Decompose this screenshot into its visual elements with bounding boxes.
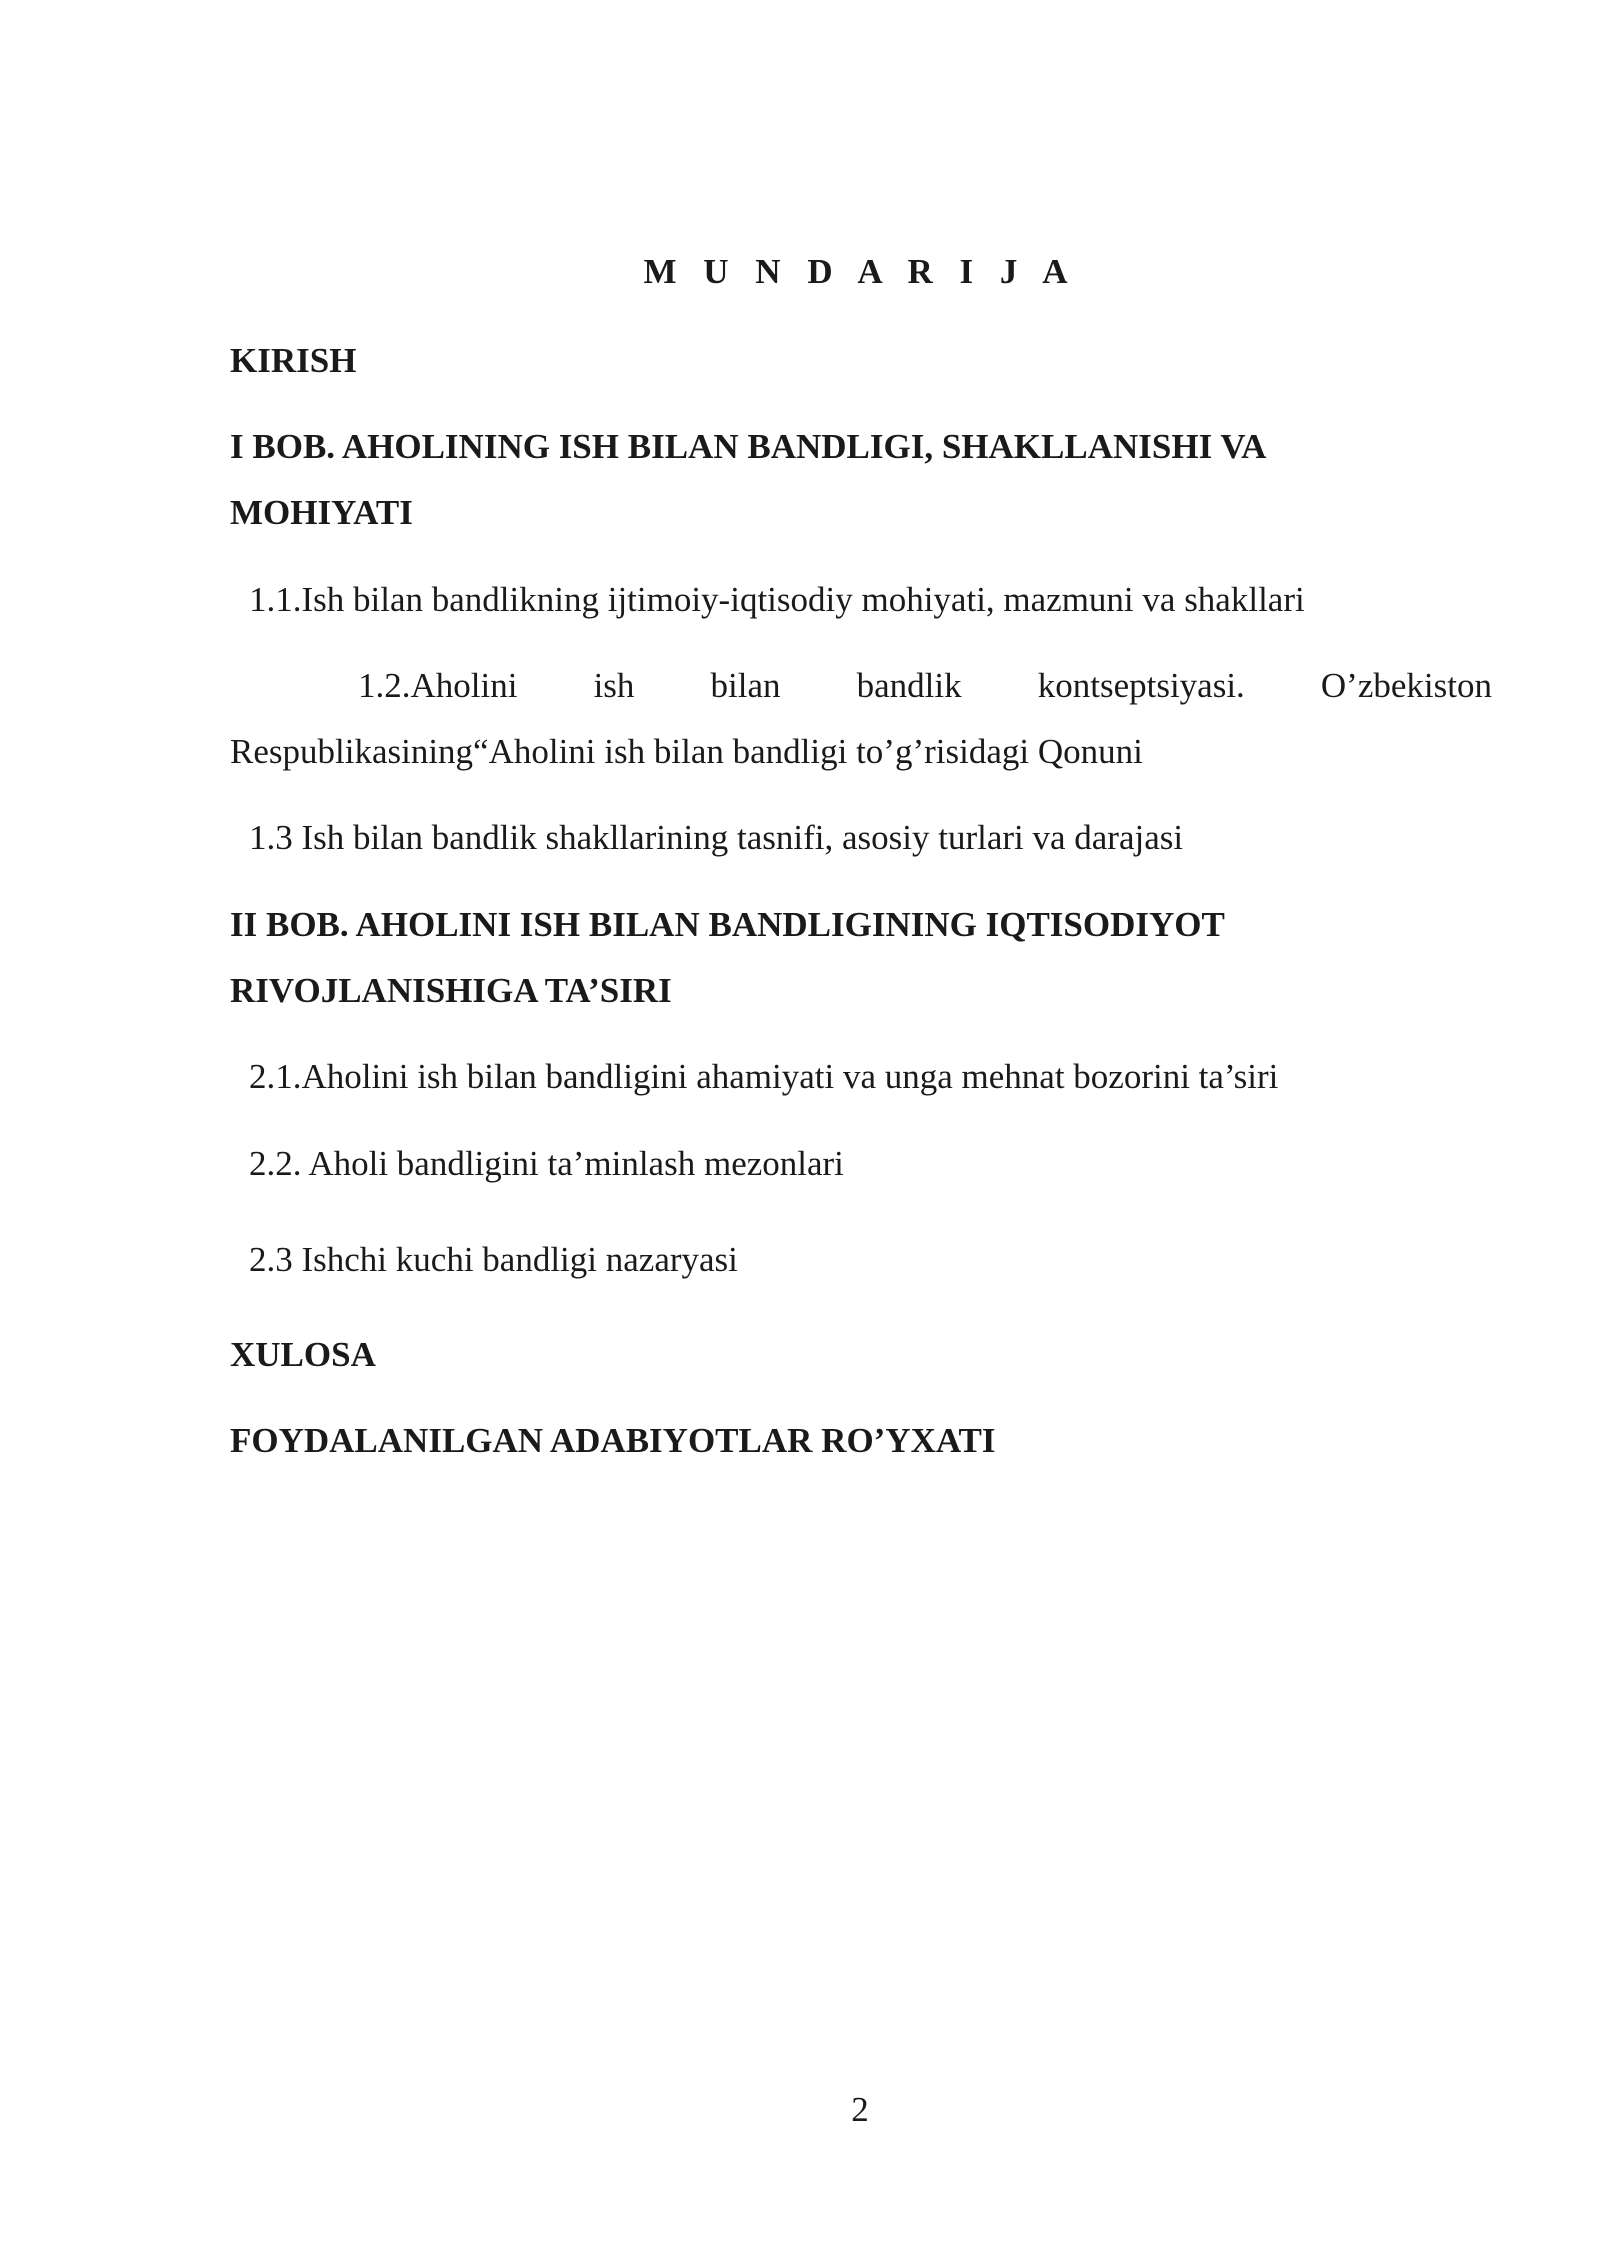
toc-section-2-1: 2.1.Aholini ish bilan bandligini ahamiyati va unga mehnat bozorini ta’siri [249, 1057, 1279, 1096]
toc-entry-references: FOYDALANILGAN ADABIYOTLAR RO’YXATI [230, 1421, 996, 1460]
toc-chapter2-title-line1: II BOB. AHOLINI ISH BILAN BANDLIGINING IQTISODIYOT [230, 905, 1225, 944]
toc-chapter1-title-line1: I BOB. AHOLINING ISH BILAN BANDLIGI, SHAKLLANISHI VA [230, 427, 1267, 466]
toc-section-1-2-word: 1.2.Aholini [358, 666, 518, 705]
toc-section-2-2: 2.2. Aholi bandligini ta’minlash mezonlari [249, 1144, 844, 1183]
toc-section-1-2-line1 [358, 653, 1492, 719]
toc-section-1-2-word: bilan [710, 666, 781, 705]
toc-section-1-2-line2: Respublikasining“Aholini ish bilan bandligi to’g’risidagi Qonuni [230, 732, 1143, 771]
toc-section-1-2-word: kontseptsiyasi. [1037, 666, 1245, 705]
toc-section-2-3: 2.3 Ishchi kuchi bandligi nazaryasi [249, 1240, 738, 1279]
toc-section-1-2-word: bandlik [856, 666, 962, 705]
toc-entry-introduction: KIRISH [230, 341, 357, 380]
toc-chapter2-title-line2: RIVOJLANISHIGA TA’SIRI [230, 971, 672, 1010]
page-number: 2 [851, 2090, 869, 2129]
toc-section-1-1: 1.1.Ish bilan bandlikning ijtimoiy-iqtisodiy mohiyati, mazmuni va shakllari [249, 580, 1305, 619]
toc-section-1-3: 1.3 Ish bilan bandlik shakllarining tasnifi, asosiy turlari va darajasi [249, 818, 1184, 857]
toc-title: M U N D A R I J A [643, 252, 1077, 291]
toc-section-1-2-word: O’zbekiston [1320, 666, 1492, 705]
toc-chapter1-title-line2: MOHIYATI [230, 493, 413, 532]
toc-entry-conclusion: XULOSA [230, 1335, 376, 1374]
toc-section-1-2-word: ish [593, 666, 635, 705]
